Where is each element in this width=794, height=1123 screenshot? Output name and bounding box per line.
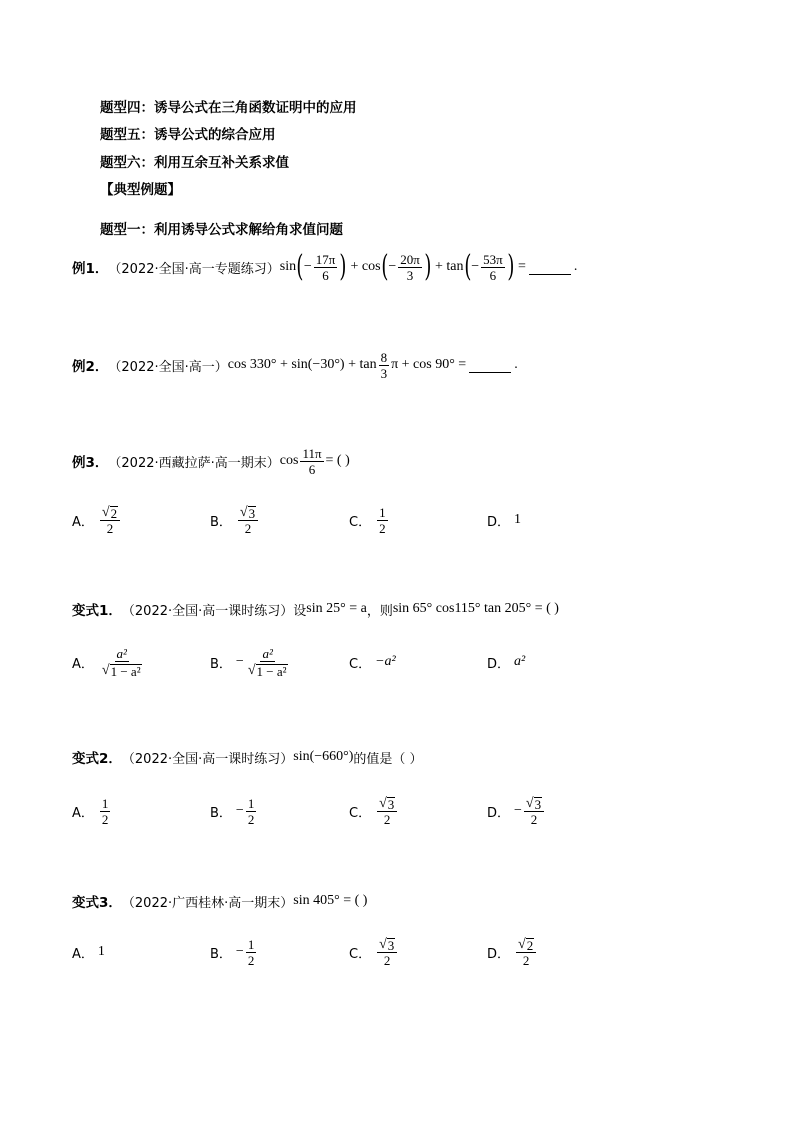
- example-1-label: 例1．: [72, 261, 109, 277]
- option-c[interactable]: C． −a²: [349, 654, 396, 672]
- fraction-numerator: 8: [380, 349, 388, 365]
- type1-title: 题型一：利用诱导公式求解给角求值问题: [100, 222, 343, 238]
- toc-item-5: 题型五：诱导公式的综合应用: [100, 127, 276, 143]
- variant-2-expr: sin(−660°): [293, 749, 354, 764]
- toc-item-6: 题型六：利用互余互补关系求值: [100, 155, 289, 171]
- variant-2-source: （2022·全国·高一课时练习）: [121, 751, 294, 767]
- variant-3-source: （2022·广西桂林·高一期末）: [121, 895, 294, 911]
- option-a[interactable]: A． $\frac{1}{2}$: [72, 795, 109, 827]
- fraction-denominator: 6: [489, 267, 497, 283]
- fraction-denominator: 6: [308, 461, 316, 477]
- fraction-numerator: 53π: [483, 251, 503, 267]
- example-1: 例1． （2022·全国·高一专题练习） sin ( − $\frac{17\pi}{6}$ ) + cos ( − $\frac{20\pi}{3}$ ) + tan ( − $\frac{53\pi}{6}$ ) = .: [72, 249, 578, 284]
- option-a[interactable]: A． a² √ 1 − a²: [72, 646, 141, 679]
- option-c[interactable]: C． $\frac{1}{2}$: [349, 504, 386, 536]
- answer-blank[interactable]: [469, 358, 511, 373]
- variant-3-label: 变式3．: [72, 895, 122, 911]
- variant-2-label: 变式2．: [72, 751, 122, 767]
- example-3: 例3． （2022·西藏拉萨·高一期末） cos $\frac{11\pi}{6}$ = ( ): [72, 445, 350, 477]
- option-a[interactable]: A． 1: [72, 944, 105, 962]
- variant-1-condition: sin 25° = a: [306, 601, 367, 616]
- fraction-denominator: 3: [406, 267, 414, 283]
- option-b[interactable]: B． − $\frac{1}{2}$: [210, 936, 255, 968]
- variant-3: [72, 890, 367, 912]
- fraction-numerator: 17π: [315, 251, 336, 267]
- example-2-label: 例2．: [72, 359, 109, 375]
- option-b[interactable]: B． − a² √ 1 − a²: [210, 646, 287, 679]
- example-1-source: （2022·全国·高一专题练习）: [108, 261, 280, 277]
- toc-item-4: 题型四：诱导公式在三角函数证明中的应用: [100, 100, 357, 116]
- option-d[interactable]: D． 1: [487, 512, 522, 530]
- fraction-denominator: 6: [322, 267, 329, 283]
- section-title: 【典型例题】: [100, 182, 181, 198]
- option-d[interactable]: D． √ 2 2: [487, 934, 538, 970]
- variant-3-expr: sin 405° = ( ): [293, 893, 368, 908]
- variant-2: 变式2． （2022·全国·高一课时练习） sin(−660°) 的值是（ ）: [72, 749, 423, 767]
- example-2: 例2． （2022·全国·高一） cos 330° + sin(−30°) + tan $\frac{8}{3}$ π + cos 90° = .: [72, 349, 518, 381]
- option-c[interactable]: C． √ 3 2: [349, 793, 399, 829]
- example-2-source: （2022·全国·高一）: [108, 359, 228, 375]
- variant-1: 变式1． （2022·全国·高一课时练习） 设 sin 25° = a ，则 sin 65° cos115° tan 205° = ( ): [72, 601, 559, 619]
- option-b[interactable]: B． √ 3 2: [210, 502, 260, 538]
- example-3-label: 例3．: [72, 455, 109, 471]
- variant-1-label: 变式1．: [72, 603, 122, 619]
- option-c[interactable]: C． √ 3 2: [349, 934, 399, 970]
- option-d[interactable]: D． a²: [487, 654, 526, 672]
- option-a[interactable]: A． √ 2 2: [72, 502, 122, 538]
- answer-blank[interactable]: [529, 260, 571, 275]
- sin-func: sin: [279, 259, 297, 274]
- example-3-source: （2022·西藏拉萨·高一期末）: [108, 455, 280, 471]
- option-b[interactable]: B． − $\frac{1}{2}$: [210, 795, 255, 827]
- variant-1-source: （2022·全国·高一课时练习）: [121, 603, 294, 619]
- option-d[interactable]: D． − √ 3 2: [487, 793, 546, 829]
- fraction-numerator: 11π: [302, 445, 322, 461]
- example-3-tail: = ( ): [325, 453, 350, 468]
- variant-1-expr: sin 65° cos115° tan 205° = ( ): [392, 601, 559, 616]
- example-2-expr-pre: cos 330° + sin(−30°) + tan: [227, 357, 377, 372]
- fraction-denominator: 3: [380, 365, 388, 381]
- example-2-expr-post: π + cos 90° =: [391, 357, 467, 372]
- fraction-numerator: 20π: [400, 251, 420, 267]
